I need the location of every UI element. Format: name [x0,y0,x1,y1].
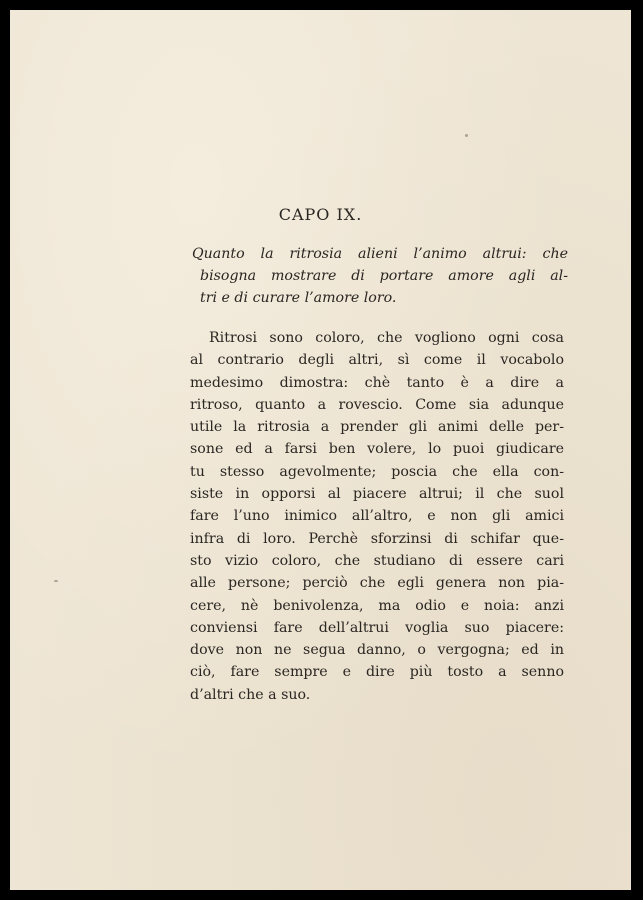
body-line: sone ed a farsi ben volere, lo puoi giudicare [190,441,564,458]
body-line: tu stesso agevolmente; poscia che ella con- [190,463,564,480]
summary-line: tri e di curare l’amore loro. [200,290,397,306]
paper-speck [54,580,58,582]
body-line: fare l’uno inimico all’altro, e non gli amici [190,508,564,525]
body-line: alle persone; perciò che egli genera non pia- [190,575,564,592]
body-line: al contrario degli altri, sì come il vocabolo [190,352,564,369]
chapter-title: CAPO IX. [278,205,363,224]
paper-speck [465,134,468,137]
body-line: utile la ritrosia a prender gli animi delle per- [190,419,564,436]
body-line: dove non ne segua danno, o vergogna; ed in [190,642,564,659]
body-line: sto vizio coloro, che studiano di essere cari [190,552,564,569]
body-line: conviensi fare dell’altrui voglia suo piacere: [190,619,564,636]
body-line: medesimo dimostra: chè tanto è a dire a [190,374,564,391]
body-line: ciò, fare sempre e dire più tosto a senno [190,664,564,681]
body-line: ritroso, quanto a rovescio. Come sia adunque [190,396,564,413]
body-line: cere, nè benivolenza, ma odio e noia: anzi [190,597,564,614]
chapter-body [190,327,564,706]
body-line: d’altri che a suo. [190,686,311,703]
body-line: infra di loro. Perchè sforzinsi di schifar que- [190,530,564,547]
summary-line: bisogna mostrare di portare amore agli al- [200,268,568,284]
summary-line: Quanto la ritrosia alieni l’animo altrui: che [192,246,568,262]
chapter-summary [192,243,568,309]
body-line: siste in opporsi al piacere altrui; il che suol [190,486,564,503]
body-line: Ritrosi sono coloro, che vogliono ogni cosa [209,330,564,346]
book-page [10,10,631,890]
